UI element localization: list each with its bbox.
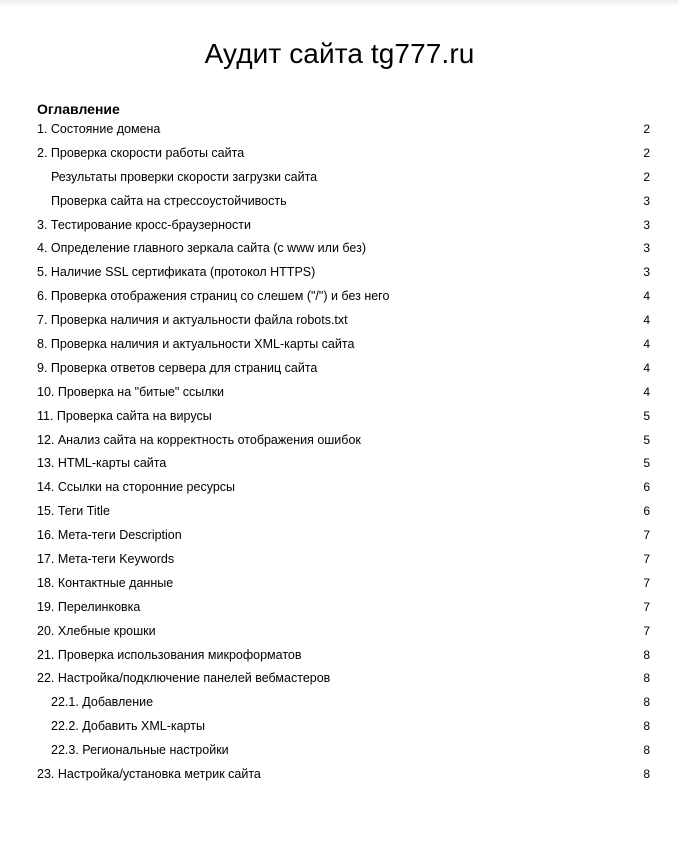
toc-entry-page-number[interactable]: 8 xyxy=(643,695,650,710)
toc-entry[interactable] xyxy=(0,286,679,310)
toc-entry-page-number[interactable]: 3 xyxy=(643,217,650,232)
toc-entry-page-number[interactable]: 8 xyxy=(643,767,650,782)
toc-entry-label[interactable]: 21. Проверка использования микроформатов xyxy=(37,647,302,662)
toc-entry-page-number[interactable]: 7 xyxy=(643,528,650,543)
toc-entry[interactable] xyxy=(0,143,679,167)
toc-entry-page-number[interactable]: 4 xyxy=(643,337,650,352)
toc-entry-label[interactable]: 13. HTML-карты сайта xyxy=(37,456,167,471)
toc-entry-label[interactable]: 15. Теги Title xyxy=(37,504,110,519)
toc-entry-label[interactable]: 17. Мета-теги Keywords xyxy=(37,552,175,567)
toc-entry-page-number[interactable]: 3 xyxy=(643,241,650,256)
toc-entry-label[interactable]: 2. Проверка скорости работы сайта xyxy=(37,145,245,160)
toc-entry-label[interactable]: 22.3. Региональные настройки xyxy=(51,743,229,758)
toc-entry-label[interactable]: 22.2. Добавить XML-карты xyxy=(51,719,205,734)
toc-entry-page-number[interactable]: 6 xyxy=(643,480,650,495)
toc-entry-page-number[interactable]: 5 xyxy=(643,408,650,423)
toc-entry-label[interactable]: 5. Наличие SSL сертификата (протокол HTTPS) xyxy=(37,265,316,280)
toc-subentry[interactable] xyxy=(0,191,679,215)
toc-entry-label[interactable]: 10. Проверка на "битые" ссылки xyxy=(37,384,225,399)
toc-entry-page-number[interactable]: 8 xyxy=(643,719,650,734)
toc-entry-label[interactable]: 4. Определение главного зеркала сайта (с www или без) xyxy=(37,241,367,256)
toc-entry[interactable] xyxy=(0,764,679,788)
toc-entry-page-number[interactable]: 3 xyxy=(643,265,650,280)
toc-entry-page-number[interactable]: 4 xyxy=(643,384,650,399)
toc-entry-label[interactable]: 12. Анализ сайта на корректность отображения ошибок xyxy=(37,432,361,447)
toc-entry-page-number[interactable]: 3 xyxy=(643,193,650,208)
toc-entry-page-number[interactable]: 7 xyxy=(643,552,650,567)
toc-entry-page-number[interactable]: 6 xyxy=(643,504,650,519)
toc-subentry[interactable] xyxy=(0,692,679,716)
toc-entry[interactable] xyxy=(0,597,679,621)
toc-entry[interactable] xyxy=(0,501,679,525)
toc-entry[interactable] xyxy=(0,238,679,262)
toc-entry-page-number[interactable]: 4 xyxy=(643,289,650,304)
toc-entry-page-number[interactable]: 8 xyxy=(643,743,650,758)
toc-entry-page-number[interactable]: 8 xyxy=(643,671,650,686)
toc-entry-label[interactable]: 11. Проверка сайта на вирусы xyxy=(37,408,212,423)
toc-entry-label[interactable]: 8. Проверка наличия и актуальности XML-карты сайта xyxy=(37,337,355,352)
table-of-contents xyxy=(0,119,679,788)
page-top-edge xyxy=(0,0,679,6)
toc-entry-label[interactable]: 16. Мета-теги Description xyxy=(37,528,182,543)
toc-entry[interactable] xyxy=(0,334,679,358)
toc-entry-page-number[interactable]: 5 xyxy=(643,456,650,471)
toc-entry-label[interactable]: Результаты проверки скорости загрузки сайта xyxy=(51,169,318,184)
toc-heading: Оглавление xyxy=(37,101,120,117)
toc-entry-label[interactable]: 18. Контактные данные xyxy=(37,575,174,590)
toc-entry[interactable] xyxy=(0,262,679,286)
toc-entry-label[interactable]: 23. Настройка/установка метрик сайта xyxy=(37,767,261,782)
toc-entry-label[interactable]: 22.1. Добавление xyxy=(51,695,154,710)
toc-entry[interactable] xyxy=(0,525,679,549)
toc-entry-page-number[interactable]: 2 xyxy=(643,169,650,184)
toc-subentry[interactable] xyxy=(0,716,679,740)
toc-subentry[interactable] xyxy=(0,740,679,764)
toc-entry-page-number[interactable]: 5 xyxy=(643,432,650,447)
toc-entry-page-number[interactable]: 2 xyxy=(643,145,650,160)
toc-entry-label[interactable]: 22. Настройка/подключение панелей вебмастеров xyxy=(37,671,331,686)
toc-entry[interactable] xyxy=(0,382,679,406)
toc-entry-page-number[interactable]: 7 xyxy=(643,599,650,614)
toc-entry[interactable] xyxy=(0,621,679,645)
toc-entry-label[interactable]: 7. Проверка наличия и актуальности файла robots.txt xyxy=(37,313,348,328)
toc-entry-label[interactable]: 9. Проверка ответов сервера для страниц сайта xyxy=(37,360,318,375)
toc-entry-label[interactable]: 19. Перелинковка xyxy=(37,599,141,614)
toc-entry-label[interactable]: 14. Ссылки на сторонние ресурсы xyxy=(37,480,236,495)
document-title: Аудит сайта tg777.ru xyxy=(204,38,475,69)
toc-entry[interactable] xyxy=(0,573,679,597)
toc-entry[interactable] xyxy=(0,358,679,382)
toc-entry[interactable] xyxy=(0,668,679,692)
toc-entry[interactable] xyxy=(0,430,679,454)
toc-entry[interactable] xyxy=(0,549,679,573)
toc-entry-page-number[interactable]: 7 xyxy=(643,623,650,638)
toc-entry-label[interactable]: 1. Состояние домена xyxy=(37,122,161,136)
toc-entry[interactable] xyxy=(0,453,679,477)
toc-subentry[interactable] xyxy=(0,167,679,191)
toc-entry-label[interactable]: Проверка сайта на стрессоустойчивость xyxy=(51,193,287,208)
toc-entry[interactable] xyxy=(0,310,679,334)
toc-entry[interactable] xyxy=(0,215,679,239)
toc-entry-page-number[interactable]: 4 xyxy=(643,313,650,328)
toc-entry-page-number[interactable]: 7 xyxy=(643,575,650,590)
toc-entry[interactable] xyxy=(0,477,679,501)
toc-entry-page-number[interactable]: 8 xyxy=(643,647,650,662)
toc-entry-label[interactable]: 20. Хлебные крошки xyxy=(37,623,156,638)
toc-entry-label[interactable]: 3. Тестирование кросс-браузерности xyxy=(37,217,251,232)
toc-entry[interactable] xyxy=(0,119,679,143)
toc-entry[interactable] xyxy=(0,645,679,669)
toc-entry-page-number[interactable]: 2 xyxy=(643,122,650,136)
toc-entry-page-number[interactable]: 4 xyxy=(643,360,650,375)
toc-entry[interactable] xyxy=(0,406,679,430)
toc-entry-label[interactable]: 6. Проверка отображения страниц со слешем ("/") и без него xyxy=(37,289,390,304)
